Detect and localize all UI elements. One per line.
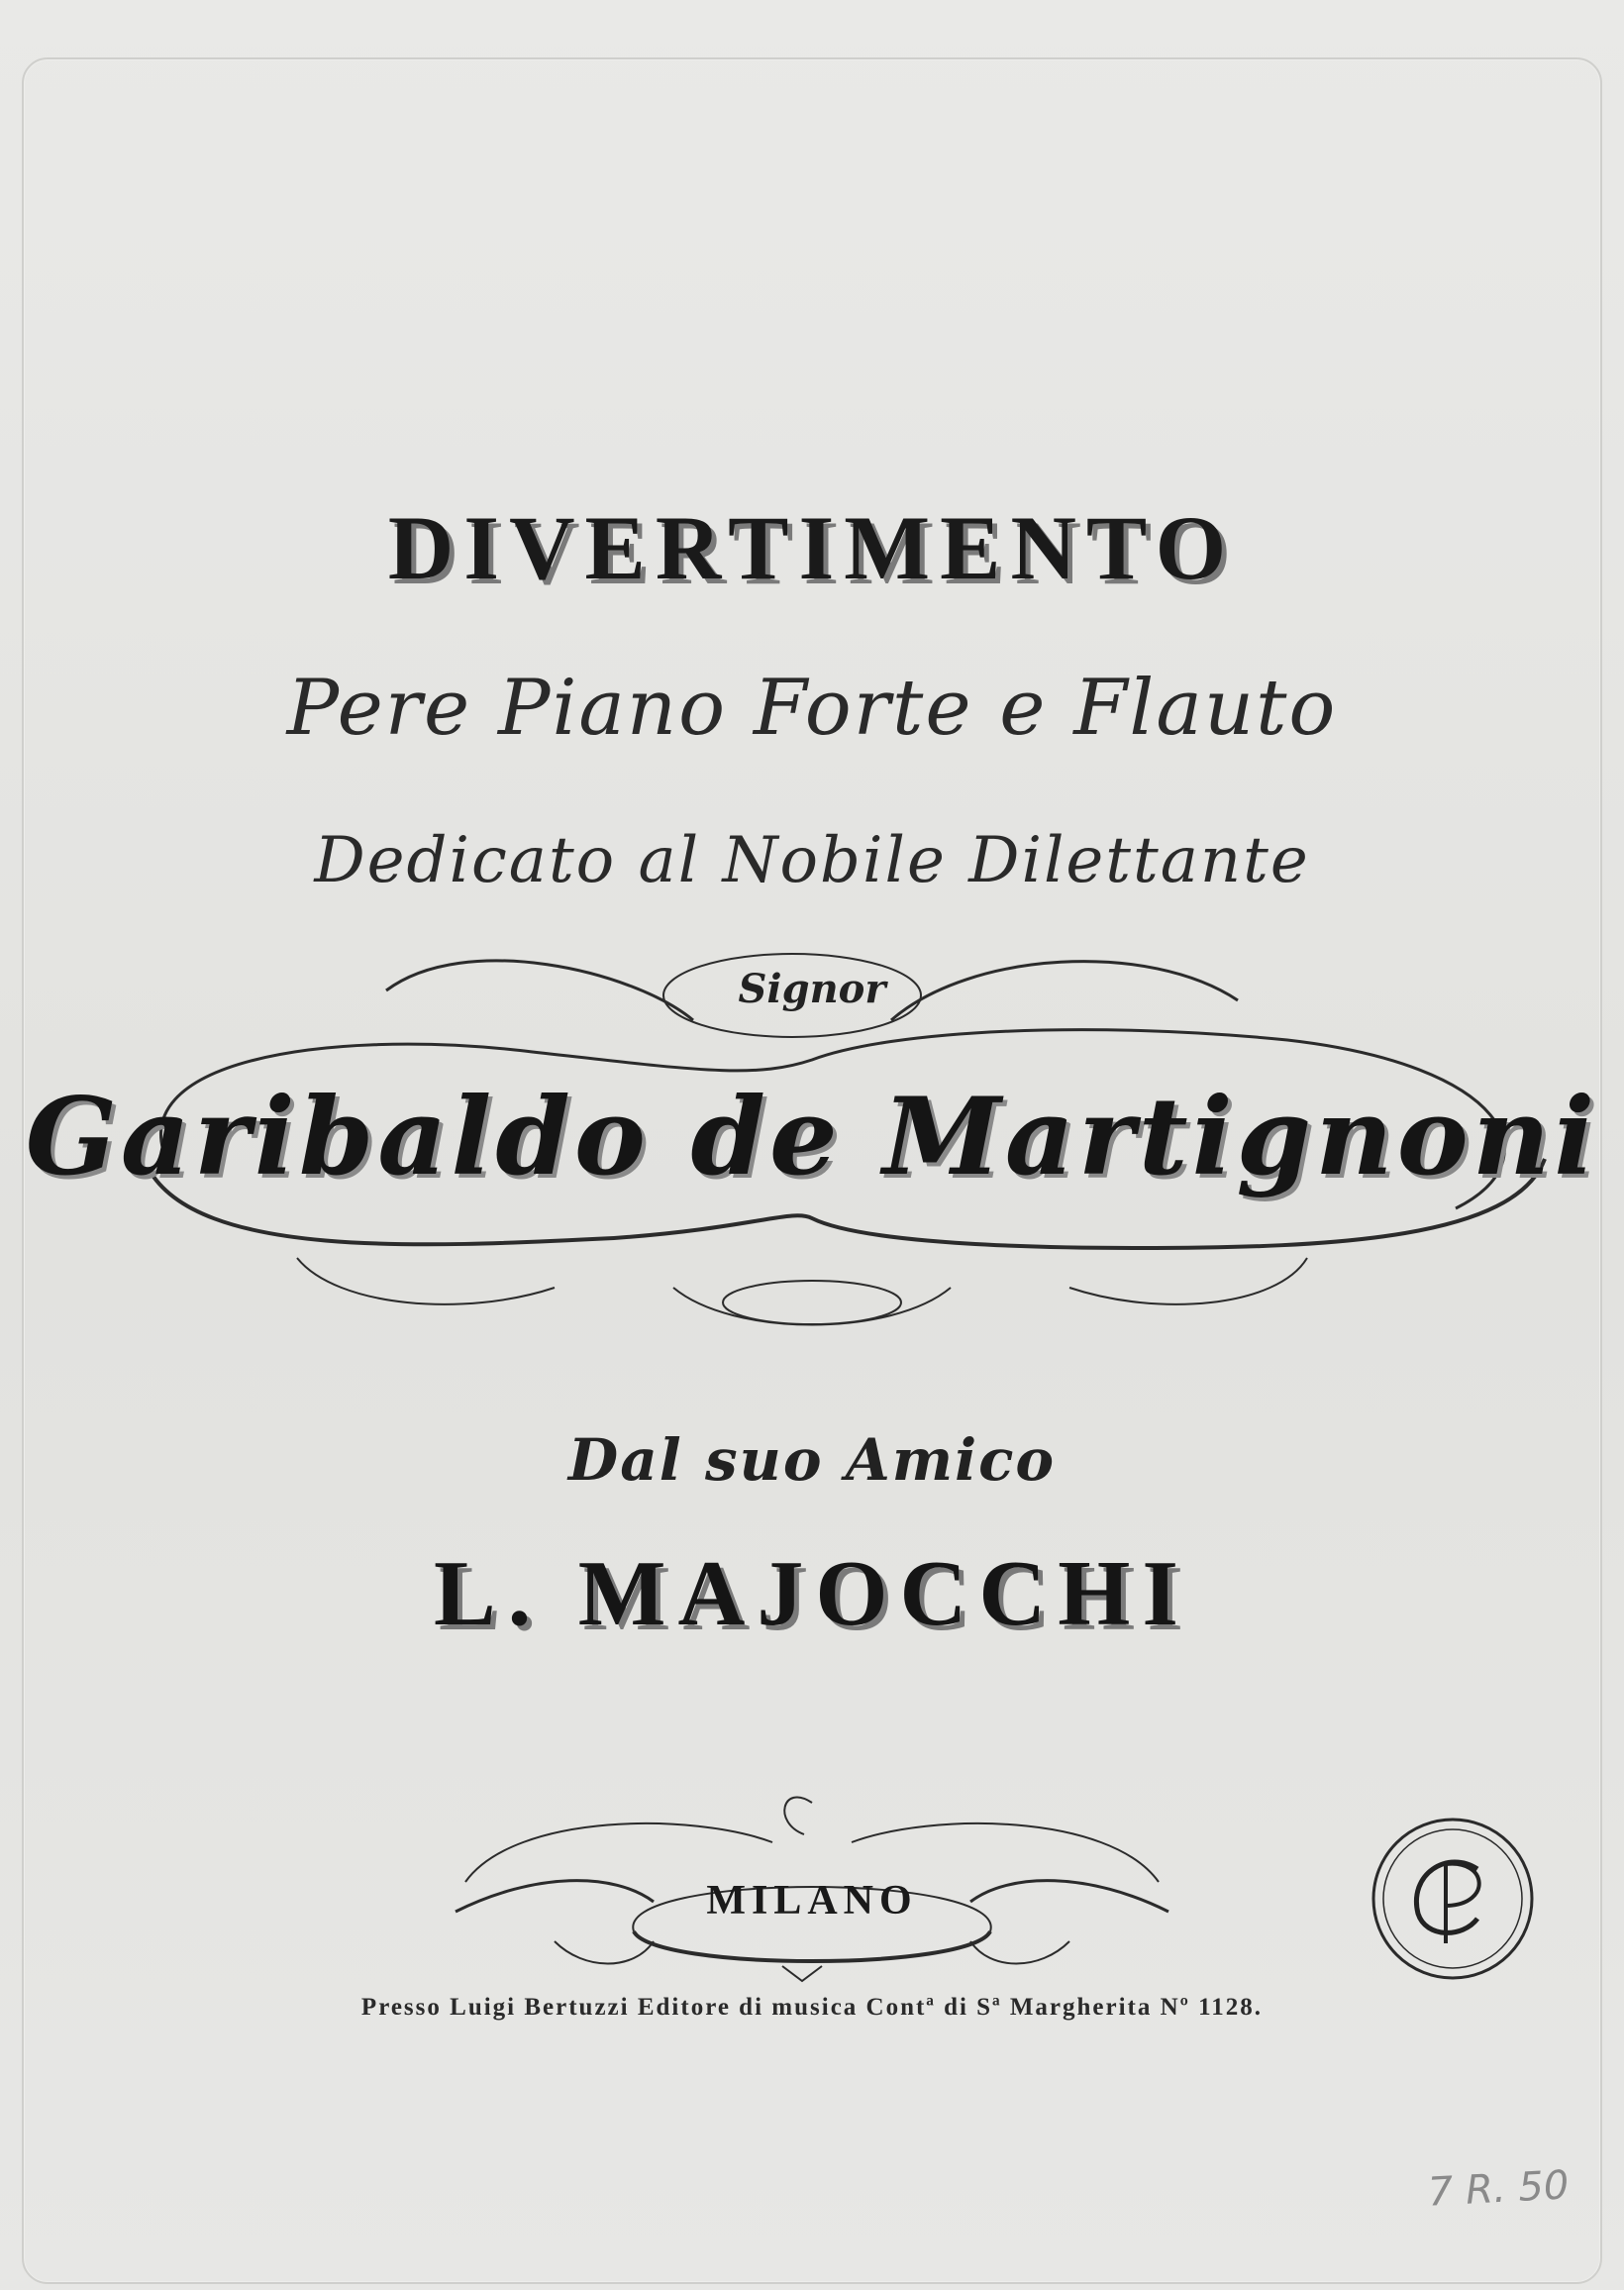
publisher-city: MILANO	[706, 1878, 918, 1924]
pencil-annotation: 7 R. 50	[1426, 2162, 1571, 2216]
publisher-imprint: Presso Luigi Bertuzzi Editore di musica Contª di Sª Margherita Nº 1128.	[360, 1994, 1264, 2021]
from-line: Dal suo Amico	[567, 1426, 1057, 1494]
dedicatee-name: Garibaldo de Martignoni	[25, 1075, 1599, 1199]
instrumentation-line: Pere Piano Forte e Flauto	[286, 664, 1338, 753]
work-title: DIVERTIMENTO	[387, 497, 1237, 598]
dedication-line: Dedicato al Nobile Dilettante	[314, 824, 1310, 897]
publisher-stamp-icon	[1369, 1815, 1537, 1983]
composer-name: L. MAJOCCHI	[434, 1542, 1190, 1645]
honorific-label: Signor	[738, 966, 886, 1012]
